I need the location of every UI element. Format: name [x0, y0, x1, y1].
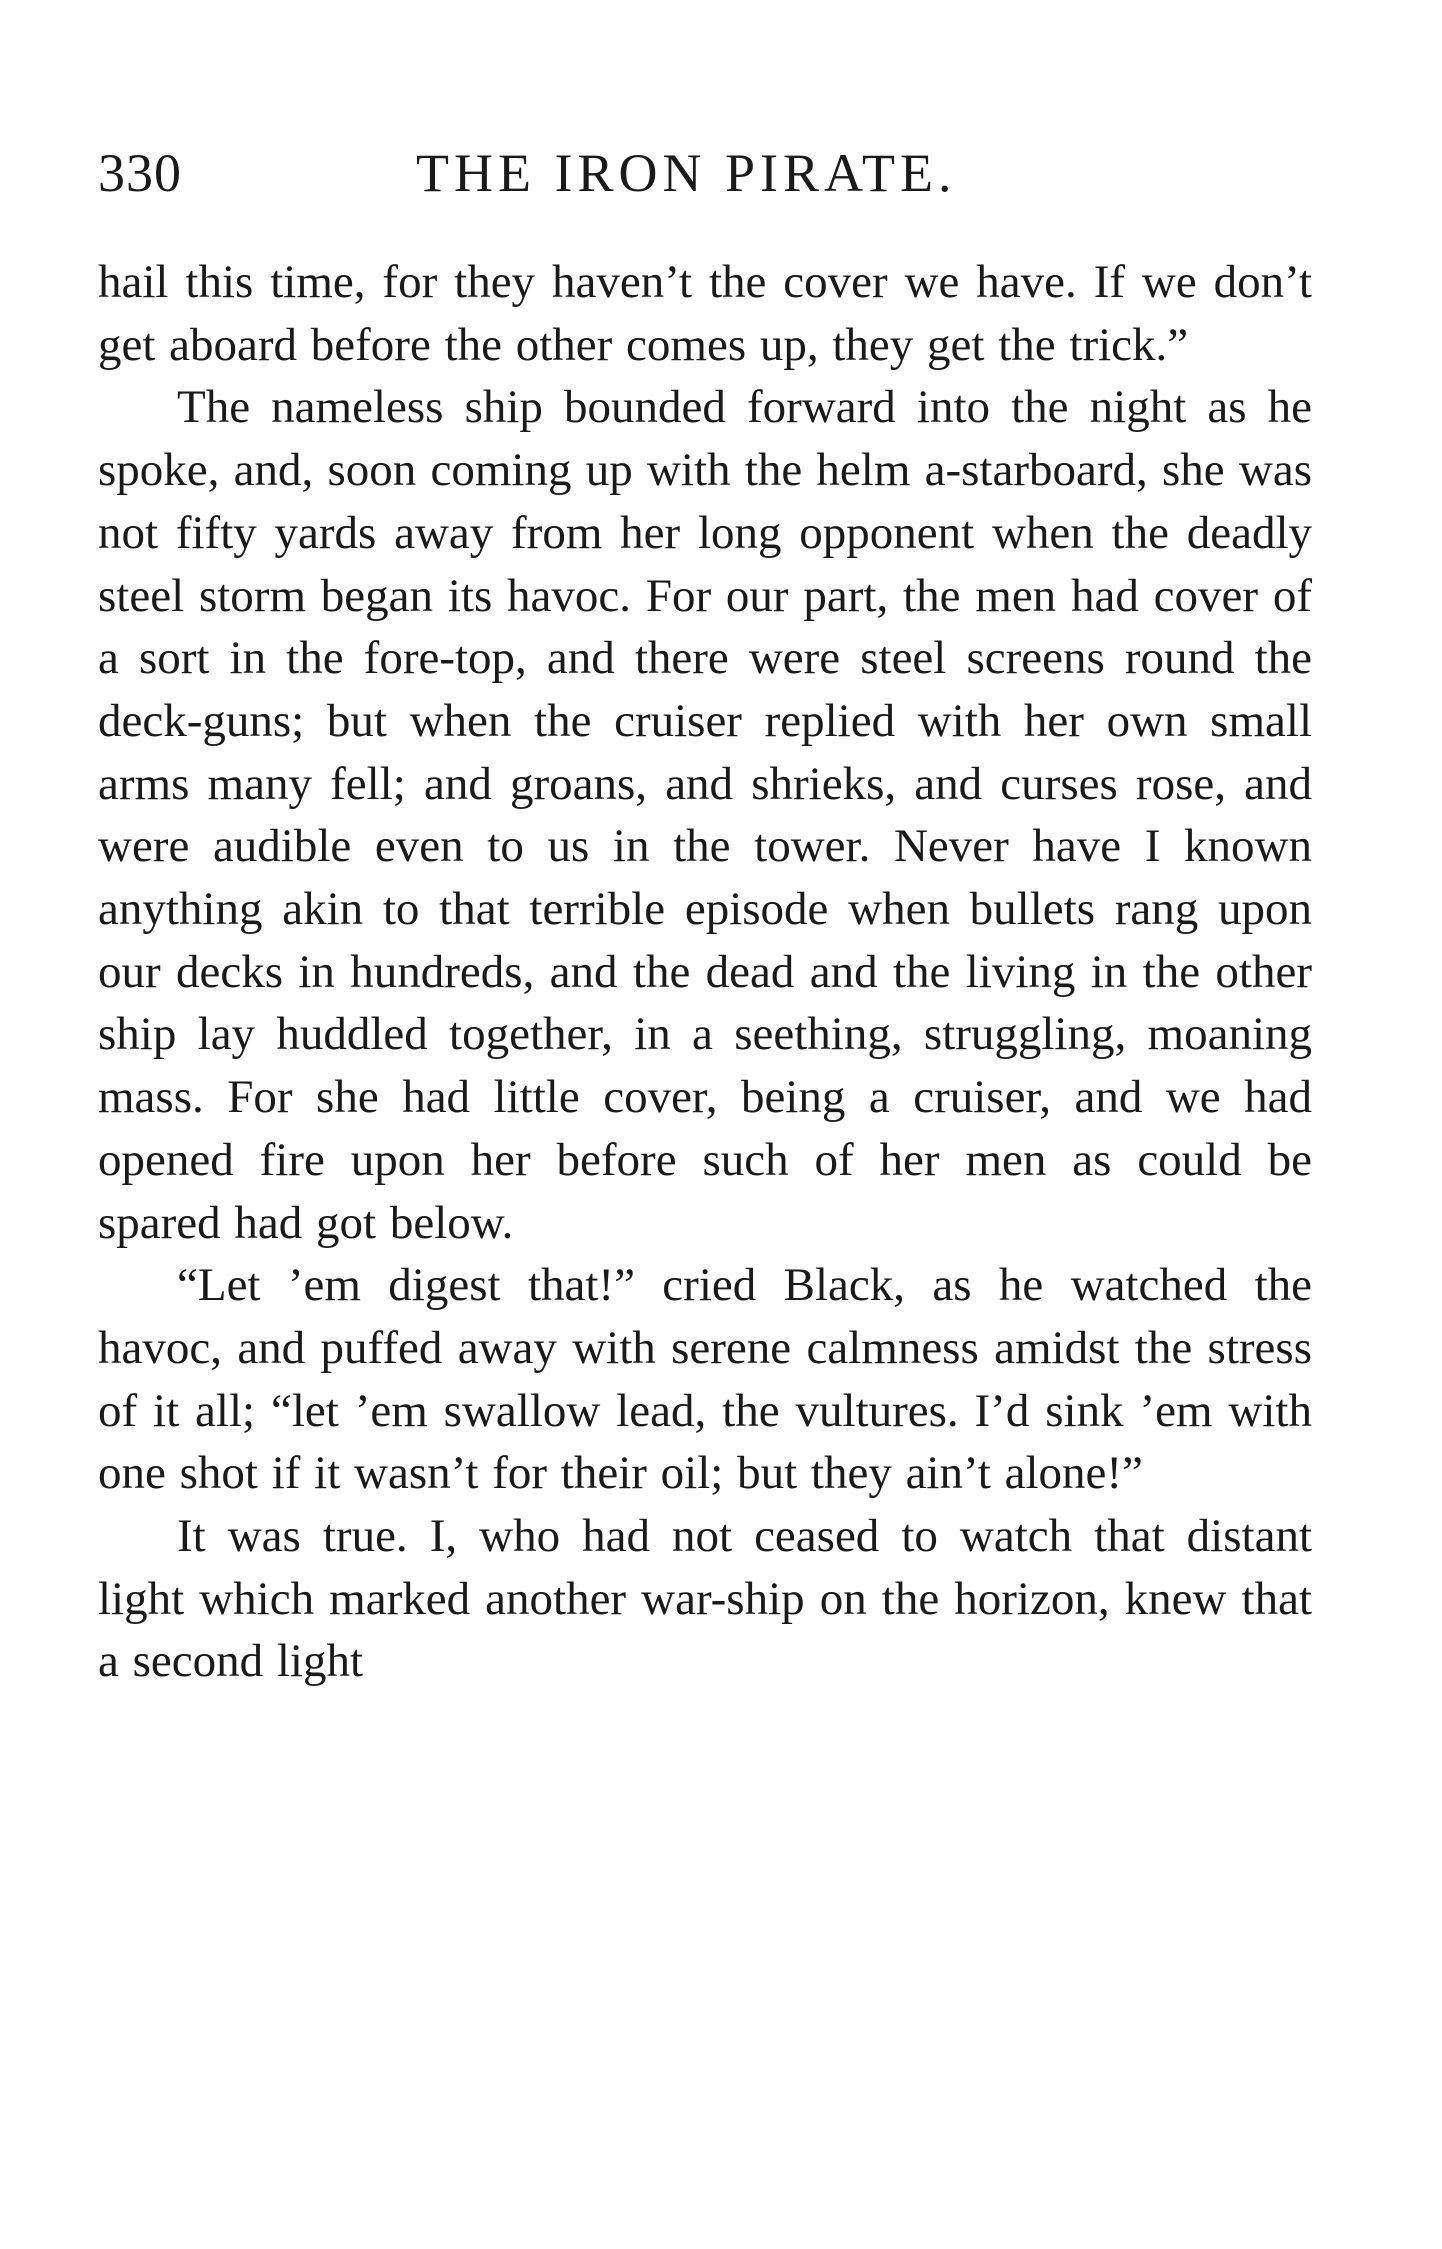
body-text — [98, 251, 1312, 1693]
paragraph: The nameless ship bounded forward into the night as he spoke, and, soon coming up with the helm a-starboard, she was not fifty yards away from her long opponent when the deadly steel storm began its havoc. For our part, the men had cover of a sort in the fore-top, and there were steel screens round the deck-guns; but when the cruiser replied with her own small arms many fell; and groans, and shrieks, and curses rose, and were audible even to us in the tower. Never have I known anything akin to that terrible episode when bullets rang upon our decks in hundreds, and the dead and the living in the other ship lay huddled together, in a seething, struggling, moaning mass. For she had little cover, being a cruiser, and we had opened fire upon her before such of her men as could be spared had got below. — [98, 381, 1312, 1249]
page-number: 330 — [98, 143, 182, 203]
running-title: THE IRON PIRATE. — [416, 143, 957, 203]
paragraph: It was true. I, who had not ceased to watch that distant light which marked another war-ship on the horizon, knew that a second light — [98, 1510, 1312, 1688]
book-page — [98, 0, 1312, 2249]
running-head — [98, 138, 1312, 208]
paragraph: “Let ’em digest that!” cried Black, as he watched the havoc, and puffed away with serene calmness amidst the stress of it all; “let ’em swallow lead, the vultures. I’d sink ’em with one shot if it wasn’t for their oil; but they ain’t alone!” — [98, 1259, 1312, 1500]
paragraph-continued: hail this time, for they haven’t the cover we have. If we don’t get aboard before the other comes up, they get the trick.” — [98, 256, 1312, 371]
